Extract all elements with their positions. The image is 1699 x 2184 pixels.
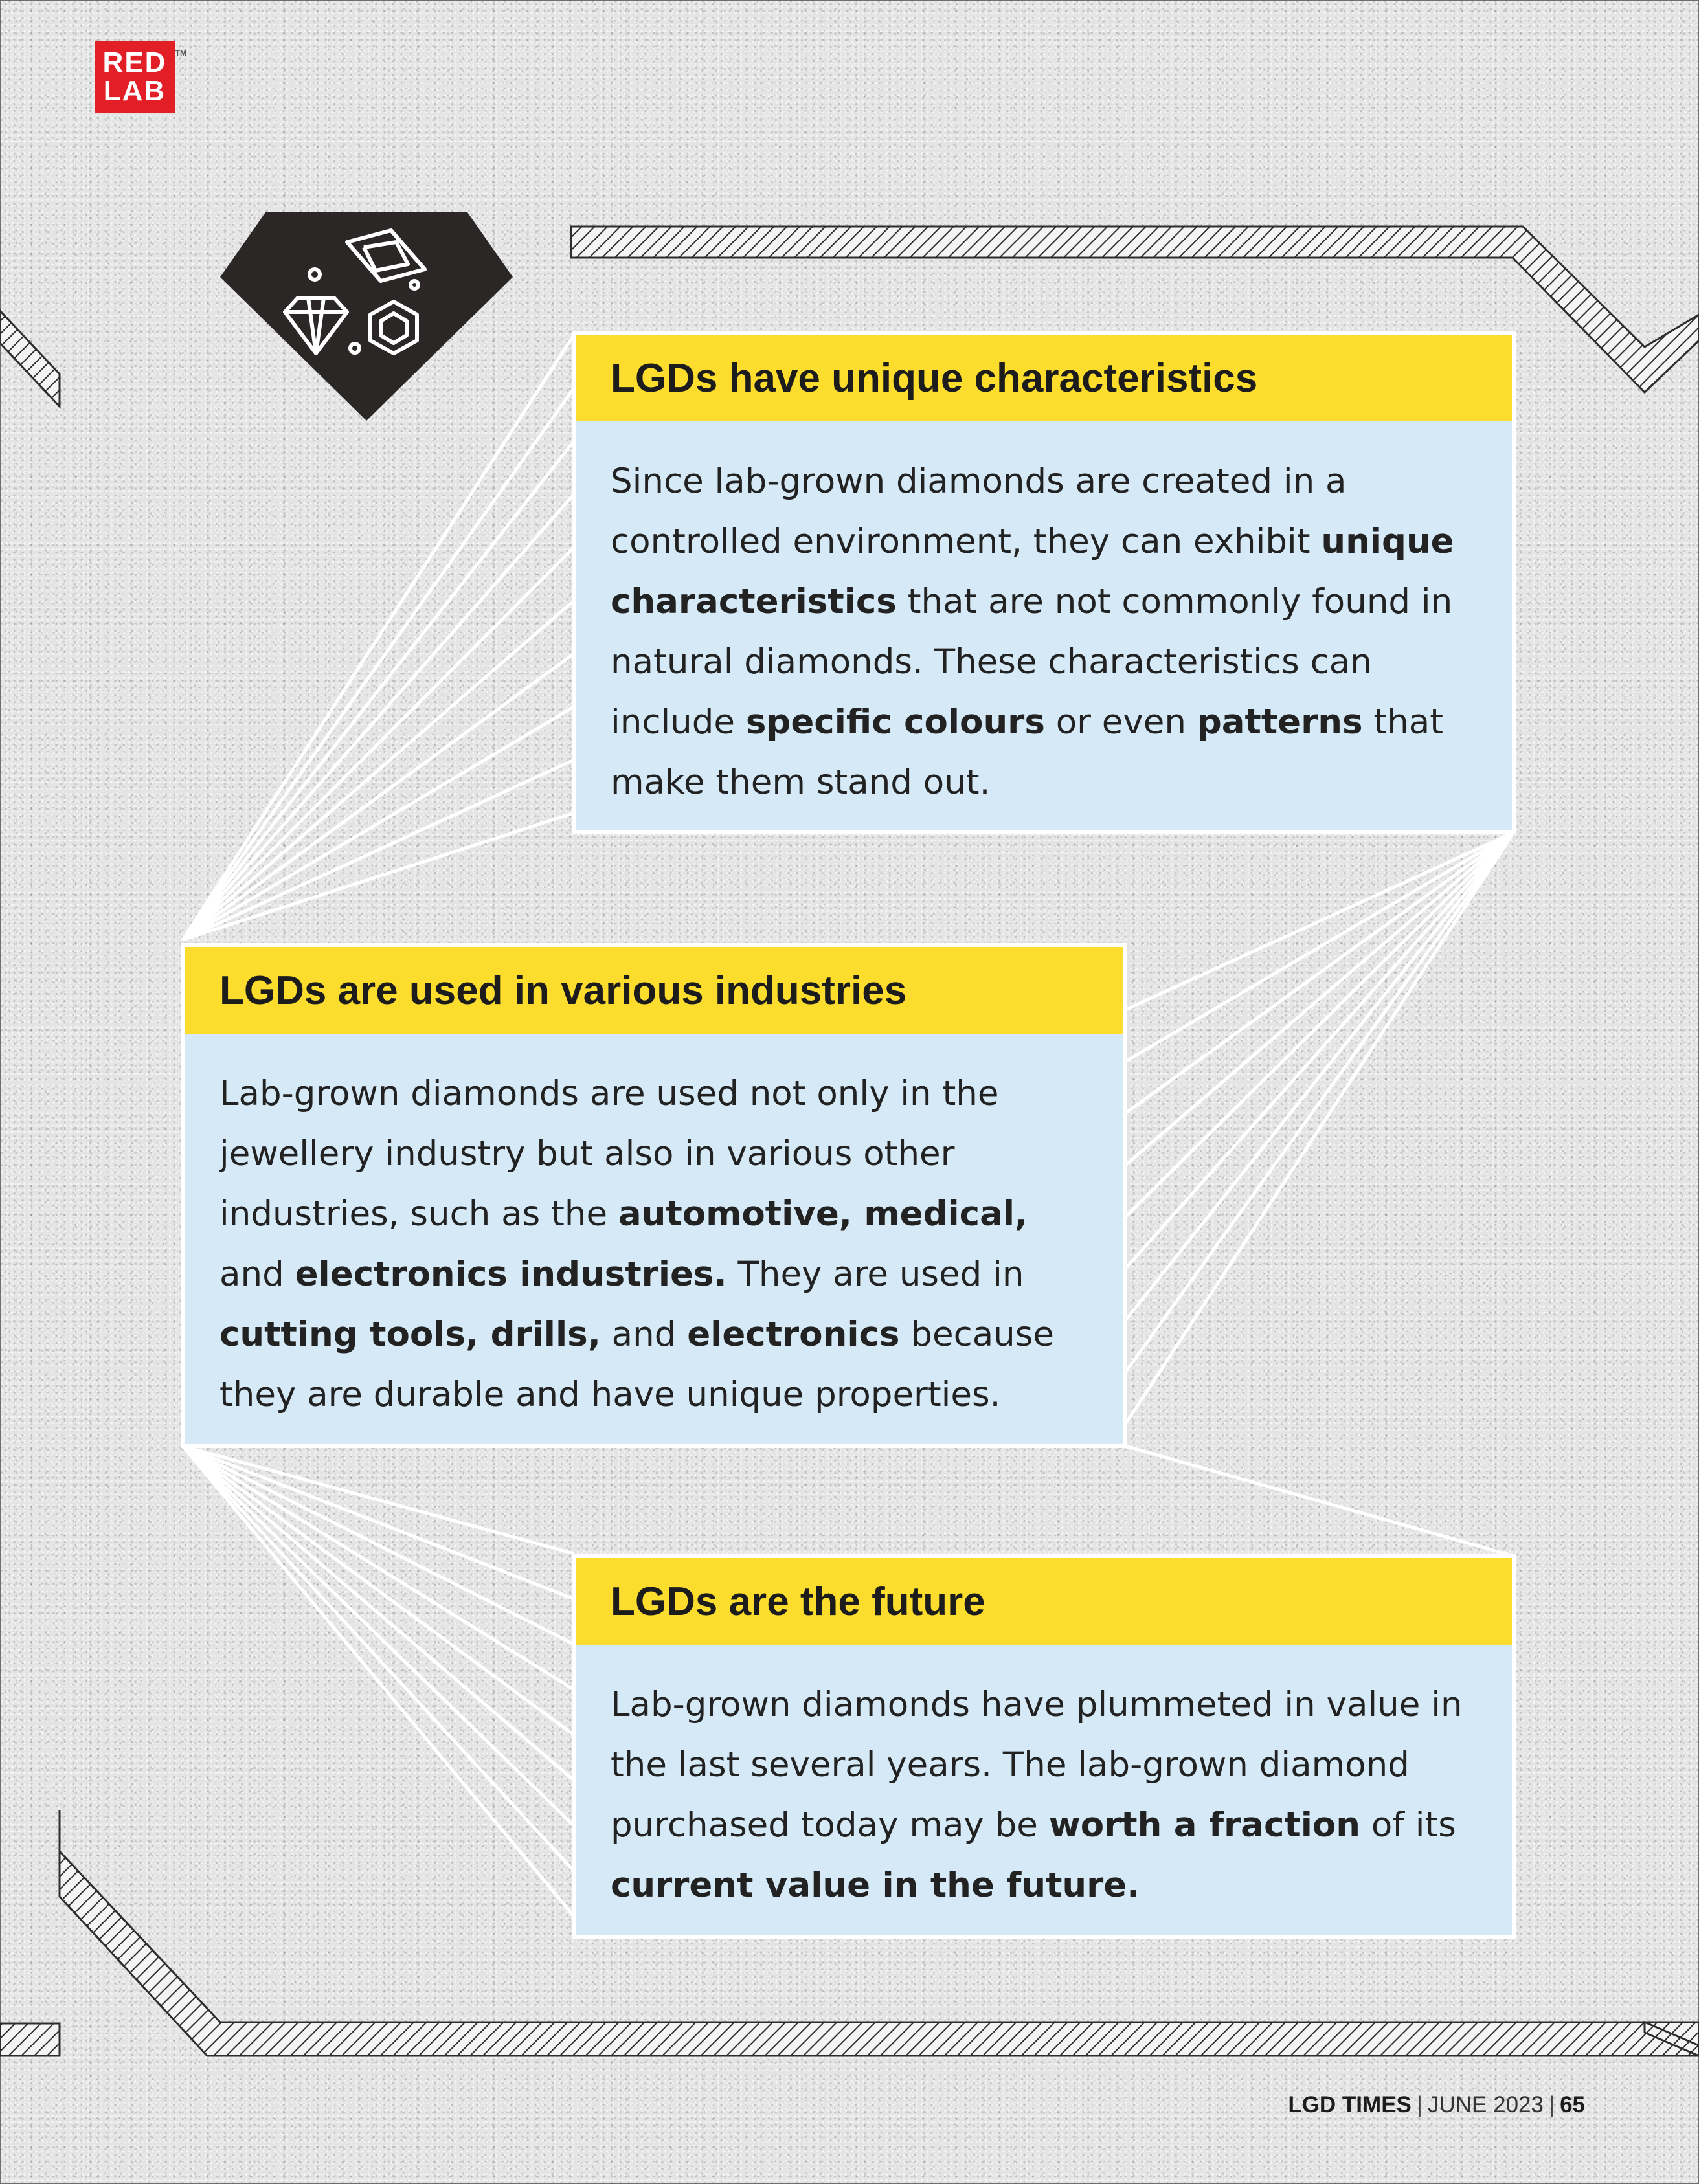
body-emphasis: electronics industries. bbox=[295, 1254, 727, 1294]
logo-line-1: RED bbox=[102, 47, 167, 78]
fan-line bbox=[183, 1446, 574, 1871]
fan-line bbox=[1125, 832, 1514, 1320]
body-text: that make them stand out. bbox=[611, 702, 1444, 802]
body-emphasis: worth a fraction bbox=[1048, 1805, 1361, 1845]
fan-line bbox=[183, 441, 574, 940]
gems-icon bbox=[220, 212, 513, 421]
logo-line-2: LAB bbox=[103, 75, 166, 107]
issue-date: JUNE 2023 bbox=[1427, 2092, 1544, 2117]
logo-trademark: TM bbox=[175, 49, 186, 58]
fan-line bbox=[183, 1446, 574, 1599]
fan-line bbox=[183, 388, 574, 940]
footer-separator: | bbox=[1548, 2092, 1555, 2117]
body-text: Lab-grown diamonds are used not only in the jewellery industry but also in various other industries, such as the bbox=[219, 1074, 999, 1234]
info-card-unique bbox=[576, 335, 1512, 830]
body-emphasis: electronics bbox=[687, 1315, 900, 1354]
info-card-industries bbox=[185, 947, 1123, 1444]
body-text: They are used in bbox=[726, 1254, 1024, 1294]
info-card-future bbox=[576, 1558, 1512, 1935]
fan-line bbox=[183, 813, 574, 940]
fan-line bbox=[183, 1446, 574, 1689]
red-lab-logo bbox=[95, 41, 186, 113]
page-number: 65 bbox=[1560, 2092, 1585, 2117]
fan-line bbox=[183, 654, 574, 940]
fan-line bbox=[1125, 832, 1514, 1269]
body-text: or even bbox=[1044, 702, 1197, 742]
body-text: Since lab-grown diamonds are created in a controlled environment, they can exhibit bbox=[611, 462, 1347, 561]
body-text: that are not commonly found in natural diamonds. These characteristics can include bbox=[611, 582, 1453, 742]
fan-line bbox=[183, 601, 574, 940]
fan-line bbox=[183, 1446, 574, 1554]
fan-line bbox=[1125, 1446, 1514, 1556]
publication-name: LGD TIMES bbox=[1288, 2092, 1412, 2117]
fan-line bbox=[1125, 832, 1514, 1217]
body-text: and bbox=[600, 1315, 688, 1354]
card-heading: LGDs are used in various industries bbox=[185, 947, 1123, 1034]
fan-line bbox=[1125, 832, 1514, 1113]
body-emphasis: unique characteristics bbox=[611, 522, 1454, 621]
bottom-left-hatch bbox=[0, 2023, 60, 2056]
body-emphasis: automotive, medical, bbox=[618, 1194, 1028, 1234]
fan-line bbox=[183, 495, 574, 940]
left-top-hatch bbox=[0, 311, 60, 407]
diamond-badge-shape bbox=[220, 212, 513, 421]
fan-line bbox=[1125, 832, 1514, 1165]
body-emphasis: specific colours bbox=[745, 702, 1045, 742]
body-emphasis: patterns bbox=[1197, 702, 1363, 742]
body-text: Lab-grown diamonds have plummeted in value in the last several years. The lab-grown diamond purchased today may be bbox=[611, 1685, 1463, 1845]
fan-line bbox=[183, 1446, 574, 1735]
card-heading: LGDs have unique characteristics bbox=[576, 335, 1512, 421]
fan-line bbox=[183, 1446, 574, 1825]
page-footer bbox=[1288, 2092, 1585, 2118]
card-body bbox=[576, 1645, 1512, 1935]
card-body bbox=[576, 421, 1512, 830]
card-heading: LGDs are the future bbox=[576, 1558, 1512, 1645]
footer-separator: | bbox=[1416, 2092, 1423, 2117]
fan-line bbox=[183, 548, 574, 940]
body-emphasis: cutting tools, drills, bbox=[219, 1315, 601, 1354]
body-text: because they are durable and have unique properties. bbox=[219, 1315, 1054, 1414]
body-text: and bbox=[219, 1254, 295, 1294]
fan-line bbox=[183, 1446, 574, 1916]
fan-line bbox=[1125, 832, 1514, 1372]
fan-line bbox=[1125, 832, 1514, 1062]
body-text: of its bbox=[1360, 1805, 1456, 1845]
card-body bbox=[185, 1034, 1123, 1444]
body-emphasis: current value in the future. bbox=[611, 1866, 1140, 1905]
